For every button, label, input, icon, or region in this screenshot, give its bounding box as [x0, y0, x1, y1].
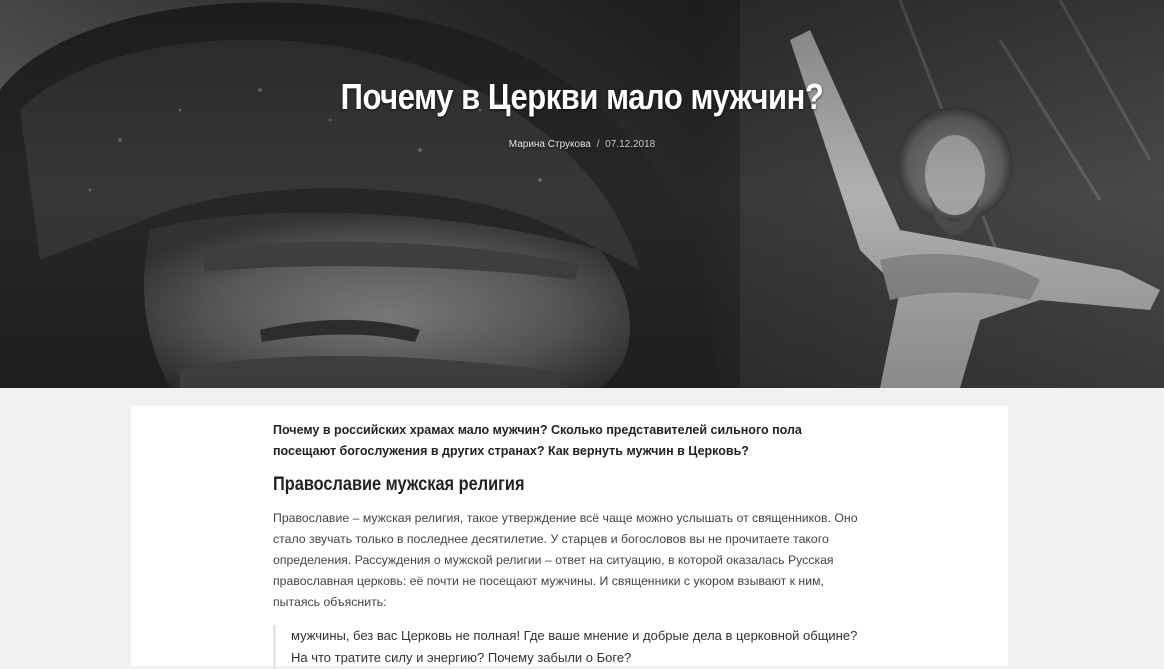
- article-paragraph: Православие – мужская религия, такое утверждение всё чаще можно услышать от священников. Оно стало звучать только в последнее десятилетие. У старцев и богословов вы не прочитаете такого определения. Рассуждения о мужской религии – ответ на ситуацию, в которой оказалась Русская православная церковь: её почти не посещают мужчины. И священники с укором взывают к ним, пытаясь объяснить:: [273, 511, 858, 609]
- article-meta: [0, 139, 1164, 150]
- publish-date: 07.12.2018: [605, 139, 656, 150]
- blockquote: мужчины, без вас Церковь не полная! Где ваше мнение и добрые дела в церковной общине? На что тратите силу и энергию? Почему забыли о Боге?: [273, 625, 863, 669]
- article-content: [273, 420, 863, 669]
- section-heading: Православие мужская религия: [273, 474, 525, 495]
- meta-separator: /: [596, 139, 600, 150]
- page-title: Почему в Церкви мало мужчин?: [340, 76, 824, 117]
- author-link[interactable]: Марина Струкова: [508, 139, 591, 150]
- article-lead: Почему в российских храмах мало мужчин? Сколько представителей сильного пола посещают богослужения в других странах? Как вернуть мужчин в Церковь?: [273, 423, 802, 458]
- article-card: [131, 406, 1008, 666]
